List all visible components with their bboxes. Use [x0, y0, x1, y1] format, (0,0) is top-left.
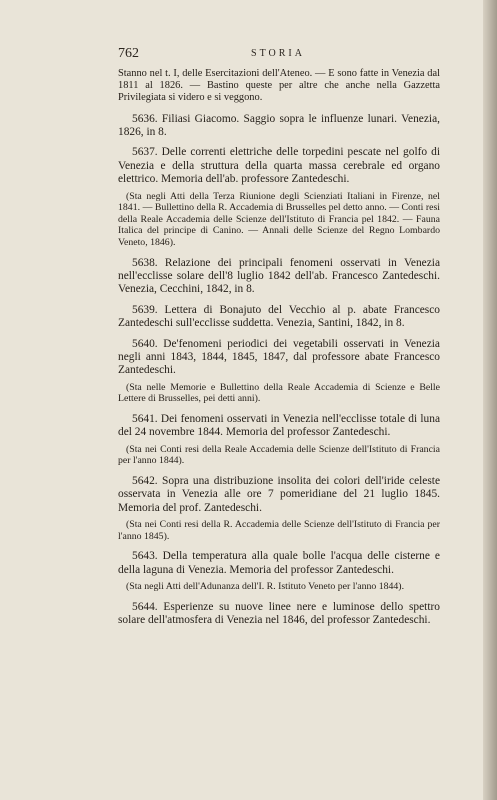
- entry-5641: 5641. Dei fenomeni osservati in Venezia nell'ecclisse totale di luna del 24 novembre 1844. Memoria del professor Zantedeschi.: [118, 413, 440, 439]
- page-gutter-shadow: [483, 0, 497, 800]
- entry-5638: 5638. Relazione dei principali fenomeni osservati in Venezia nell'ecclisse solare dell'8 luglio 1842 dell'ab. Francesco Zantedeschi. Venezia, Cecchini, 1842, in 8.: [118, 256, 440, 296]
- entry-5637: 5637. Delle correnti elettriche delle torpedini pescate nel golfo di Venezia e della struttura della quarta massa cerebrale ed organo elettrico. Memoria dell'ab. professore Zantedeschi.: [118, 146, 440, 186]
- running-title: STORIA: [251, 48, 305, 59]
- note-5637: (Sta negli Atti della Terza Riunione degli Scienziati Italiani in Firenze, nel 1841. — Bullettino della R. Accademia di Brusselles pel detto anno. — Conti resi della Reale Accademia delle Scienze dell'Istituto di Francia pel 1842. — Fauna Italica del principe di Canino. — Annali delle Scienze del Regno Lombardo Veneto, 1846).: [118, 190, 440, 249]
- page-content: [118, 68, 440, 635]
- entry-5640: 5640. De'fenomeni periodici dei vegetabili osservati in Venezia negli anni 1843, 1844, 1845, 1847, dal professore abate Francesco Zantedeschi.: [118, 337, 440, 377]
- entry-5636: 5636. Filiasi Giacomo. Saggio sopra le influenze lunari. Venezia, 1826, in 8.: [118, 112, 440, 139]
- page-number: 762: [118, 46, 139, 61]
- note-5643: (Sta negli Atti dell'Adunanza dell'I. R. Istituto Veneto per l'anno 1844).: [126, 581, 405, 593]
- entry-5643: 5643. Della temperatura alla quale bolle l'acqua delle cisterne e della laguna di Venezia. Memoria del professor Zantedeschi.: [118, 550, 440, 576]
- note-5641: (Sta nei Conti resi della Reale Accademia delle Scienze dell'Istituto di Francia per l'anno 1844).: [118, 443, 440, 467]
- entry-5644: 5644. Esperienze su nuove linee nere e luminose dello spettro solare dell'atmosfera di Venezia nel 1846, del professor Zantedeschi.: [118, 600, 440, 627]
- continued-paragraph: Stanno nel t. I, delle Esercitazioni dell'Ateneo. — E sono fatte in Venezia dal 1811 al 1826. — Bastino queste per altre che anche nella Gazzetta Privilegiata si videro e si veggono.: [118, 68, 440, 104]
- page-header: [118, 46, 438, 62]
- entry-5639: 5639. Lettera di Bonajuto del Vecchio al p. abate Francesco Zantedeschi sull'ecclisse suddetta. Venezia, Santini, 1842, in 8.: [118, 303, 440, 330]
- note-5640: (Sta nelle Memorie e Bullettino della Reale Accademia di Scienze e Belle Lettere di Brusselles, pei detti anni).: [118, 381, 440, 405]
- entry-5642: 5642. Sopra una distribuzione insolita dei colori dell'iride celeste osservata in Venezia alle ore 7 pomeridiane del 21 luglio 1845. Memoria del prof. Zantedeschi.: [118, 475, 440, 514]
- note-5642: (Sta nei Conti resi della R. Accademia delle Scienze dell'Istituto di Francia per l'anno 1845).: [118, 519, 440, 542]
